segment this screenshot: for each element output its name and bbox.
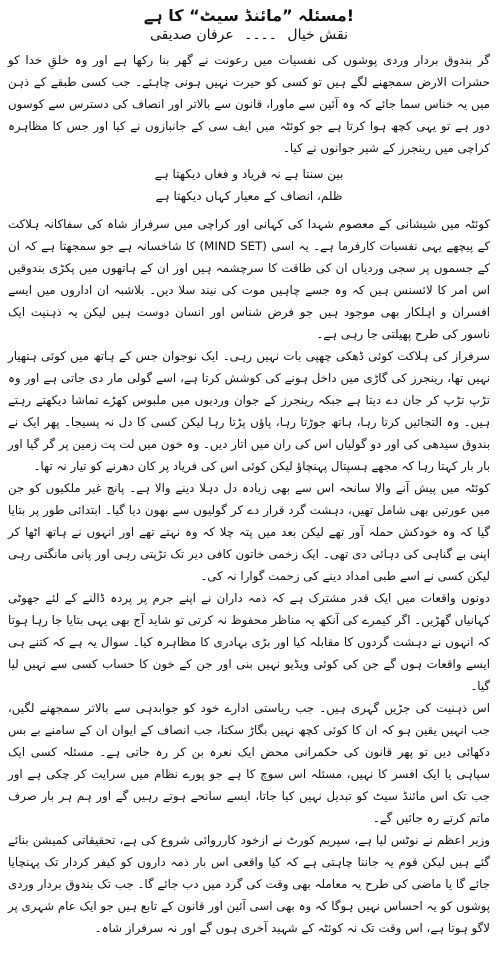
author-name: عرفان صدیقی — [150, 27, 234, 43]
headline-row — [8, 6, 490, 25]
verse-line-1 — [8, 163, 490, 185]
column-name: نقش خیال — [287, 27, 348, 43]
verse-block — [8, 163, 490, 207]
byline — [8, 27, 490, 43]
paragraph-1: گر بندوق بردار وردی پوشوں کی نفسیات میں رعونت نے گھر بنا رکھا ہے اور وہ خلقِ خدا کو حشرات الارض سمجھنے لگے ہیں تو کسی کو حیرت نہیں ہونی چاہئے۔ جب کسی طبقے کے ذہن میں یہ خناس سما جائے کہ وہ آئین سے ماورا، قانون سے بالاتر اور انصاف کی دسترس سے کوسوں دور ہے تو یہی کچھ ہوا کرتا ہے جو کوئٹہ میں ایف سی کے جانبازوں نے کیا اور جس کا مظاہرہ کراچی میں رینجرز کے شیر جوانوں نے کیا۔ — [8, 53, 490, 155]
article-title: مسئلہ ”مائنڈ سیٹ“ کا ہے! — [143, 6, 355, 25]
verse-line-2-text: ظلم، انصاف کے معیار کہاں دیکھتا ہے — [155, 189, 343, 203]
paragraph-6: اس ذہنیت کی جڑیں گہری ہیں۔ جب ریاستی ادارے خود کو جوابدہی سے بالاتر سمجھنے لگیں، جب انہیں یقین ہو کہ ان کا کوئی کچھ نہیں بگاڑ سکتا، جب انصاف کے ایوان ان کے سامنے بے بس دکھائی دیں تو پھر قانون کی حکمرانی محض ایک نعرہ بن کر رہ جاتی ہے۔ مسئلہ کسی ایک سپاہی یا ایک افسر کا نہیں، مسئلہ اس سوچ کا ہے جو پورے نظام میں سرایت کر چکی ہے اور جب تک اس مائنڈ سیٹ کو تبدیل نہیں کیا جاتا، ایسے سانحے ہوتے رہیں گے اور ہم ہر بار صرف ماتم کرتے رہ جائیں گے۔ — [8, 701, 490, 825]
paragraph-2: کوئٹہ میں شیشانی کے معصوم شہدا کی کہانی اور کراچی میں سرفراز شاہ کی سفاکانہ ہلاکت کے پیچھے یہی نفسیات کارفرما ہے۔ یہ اسی (MIND SET) کا شاخسانہ ہے جو سمجھتا ہے کہ ان کے جسموں پر سجی وردیاں ان کی طاقت کا سرچشمہ ہیں اور ان کے ہاتھوں میں پکڑی بندوقیں اس امر کا لائسنس ہیں کہ وہ جسے چاہیں موت کی نیند سلا دیں۔ بلاشبہ ان اداروں میں ایسے افسران و اہلکار بھی موجود ہیں جو فرض شناس اور انسان دوست ہیں لیکن یہ ذہنیت ایک ناسور کی طرح پھیلتی جا رہی ہے۔ — [8, 217, 490, 341]
byline-separator: ۔۔۔۔ — [244, 27, 277, 43]
paragraph-5: دونوں واقعات میں ایک قدر مشترک ہے کہ ذمہ داران نے اپنے جرم پر پردہ ڈالنے کے لئے جھوٹی کہانیاں گھڑیں۔ اگر کیمرے کی آنکھ یہ مناظر محفوظ نہ کرتی تو شاید آج بھی یہی بتایا جا رہا ہوتا کہ انہوں نے دہشت گردوں کا مقابلہ کیا اور بڑی بہادری کا مظاہرہ کیا۔ سوال یہ ہے کہ کتنے ہی ایسے واقعات ہوں گے جن کی کوئی ویڈیو نہیں بنی اور جن کے خون کا حساب کسی سے نہیں لیا گیا۔ — [7, 591, 490, 693]
paragraph-7: وزیر اعظم نے نوٹس لیا ہے، سپریم کورٹ نے ازخود کارروائی شروع کی ہے، تحقیقاتی کمیشن بنائے گئے ہیں لیکن قوم یہ جاننا چاہتی ہے کہ کیا واقعی اس بار ذمہ داروں کو کیفر کردار تک پہنچایا جائے گا یا ماضی کی طرح یہ معاملہ بھی وقت کی گرد میں دب جائے گا۔ جب تک بندوق بردار وردی پوشوں کو یہ احساس نہیں ہوگا کہ وہ بھی اسی آئین اور قانون کے تابع ہیں جو ایک عام شہری پر لاگو ہوتا ہے، اس وقت تک نہ کوئٹہ کے شہید آخری ہوں گے اور نہ سرفراز شاہ۔ — [8, 833, 490, 935]
paragraph-4: کوئٹہ میں پیش آنے والا سانحہ اس سے بھی زیادہ دل دہلا دینے والا ہے۔ پانچ غیر ملکیوں کو جن میں عورتیں بھی شامل تھیں، دہشت گرد قرار دے کر گولیوں سے بھون دیا گیا۔ ابتدائی طور پر بتایا گیا کہ وہ خودکش حملہ آور تھے لیکن بعد میں پتہ چلا کہ وہ نہتے تھے اور انہوں نے ہاتھ اٹھا کر اپنی بے گناہی کی دہائی دی تھی۔ ایک زخمی خاتون کافی دیر تک تڑپتی رہی اور پانی مانگتی رہی لیکن کسی نے اسے طبی امداد دینے کی زحمت گوارا نہ کی۔ — [8, 481, 490, 583]
paragraph-3: سرفراز کی ہلاکت کوئی ڈھکی چھپی بات نہیں رہی۔ ایک نوجوان جس کے ہاتھ میں کوئی ہتھیار نہیں تھا، رینجرز کی گاڑی میں داخل ہونے کی کوشش کرتا ہے، اسے گولی مار دی جاتی ہے اور وہ تڑپ تڑپ کر جان دے دیتا ہے جبکہ رینجرز کے جوان وردیوں میں ملبوس کھڑے تماشا دیکھتے رہتے ہیں۔ وہ التجائیں کرتا رہا، ہاتھ جوڑتا رہا، پاؤں پڑتا رہا لیکن کسی کا دل نہ پسیجا۔ پھر ایک نے بندوق سیدھی کی اور دو گولیاں اس کی ران میں اتار دیں۔ وہ خون میں لت پت زمین پر گر گیا اور بار بار کہتا رہا کہ مجھے ہسپتال پہنچاؤ لیکن کوئی اس کی فریاد پر کان دھرنے کو تیار نہ تھا۔ — [8, 349, 490, 473]
verse-line-1-text: بین سنتا ہے نہ فریاد و فغاں دیکھتا ہے — [154, 167, 344, 181]
verse-line-2 — [8, 185, 490, 207]
